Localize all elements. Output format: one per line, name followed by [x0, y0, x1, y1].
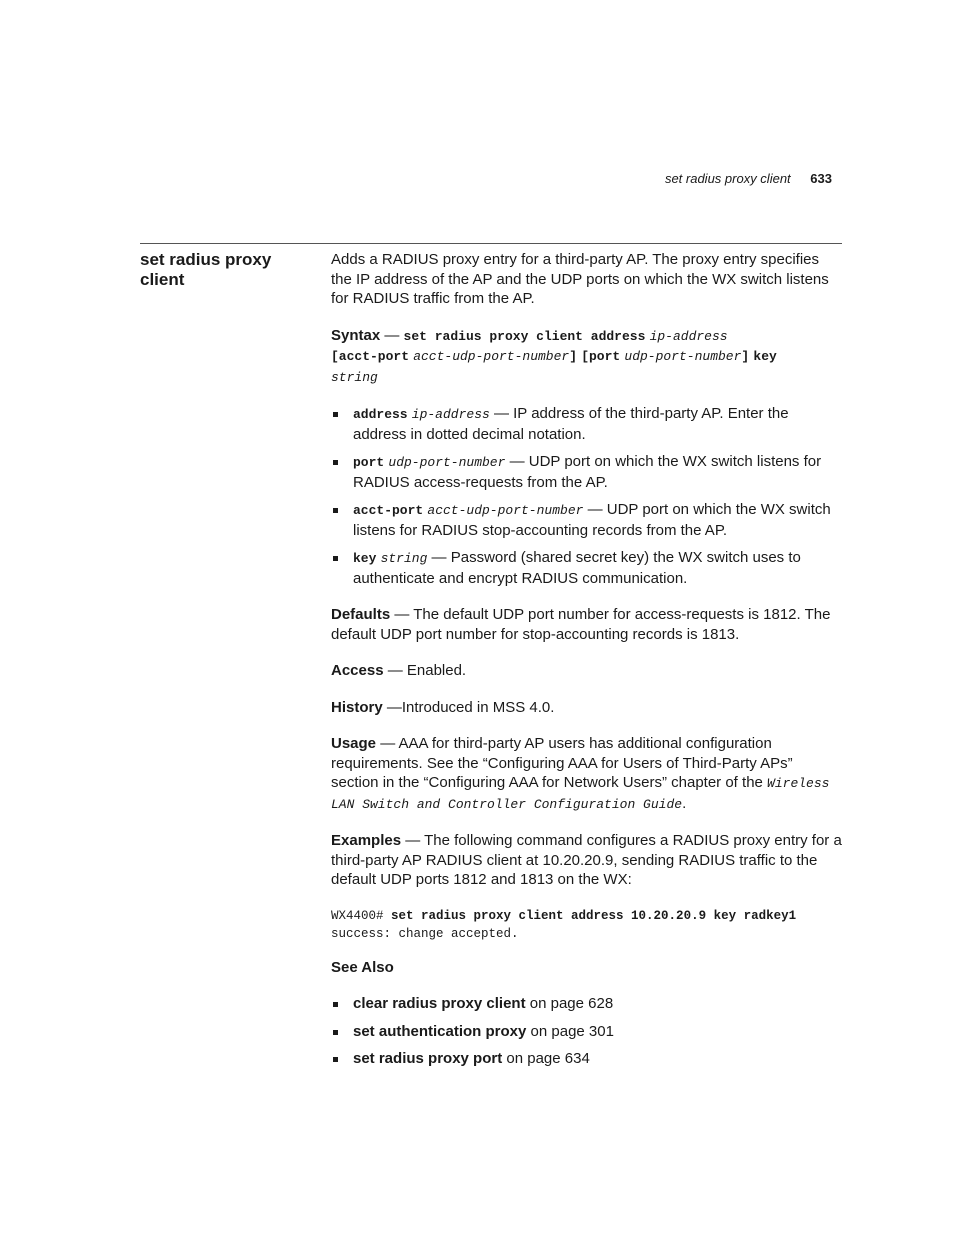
- syntax-key: key: [753, 349, 777, 364]
- example-output: success: change accepted.: [331, 926, 519, 941]
- running-title: set radius proxy client: [664, 171, 791, 186]
- list-item: [331, 500, 842, 540]
- see-also-page-ref: on page 301: [526, 1022, 614, 1040]
- usage-paragraph: [331, 734, 842, 814]
- see-also-page-ref: on page 628: [525, 995, 614, 1012]
- page-header: [665, 171, 832, 186]
- section-title: set radius proxy client: [140, 250, 272, 289]
- see-also-link[interactable]: set radius proxy port: [353, 1050, 503, 1067]
- usage-end: .: [682, 794, 687, 812]
- list-item: [331, 1049, 842, 1069]
- defaults-label: Defaults: [331, 606, 391, 623]
- examples-label: Examples: [331, 832, 402, 849]
- param-desc: — Password (shared secret key) the WX switch uses to authenticate and encrypt RADIUS communication.: [353, 549, 801, 587]
- defaults-text: — The default UDP port number for access-requests is 1812. The default UDP port number for stop-accounting records is 1813.: [331, 606, 831, 643]
- example-command-line: [331, 907, 842, 925]
- section-body: [331, 250, 842, 1086]
- examples-text: — The following command configures a RADIUS proxy entry for a third-party AP RADIUS client at 10.20.20.9, sending RADIUS traffic to the default UDP ports 1812 and 1813 on the WX:: [331, 832, 842, 888]
- page-number: 633: [810, 171, 832, 186]
- example-code-block: [331, 907, 842, 943]
- access-text: — Enabled.: [383, 662, 467, 679]
- param-arg: udp-port-number: [388, 455, 506, 470]
- section-rule: [140, 243, 842, 244]
- syntax-port-arg: udp-port-number: [624, 349, 742, 364]
- syntax-command: set radius proxy client address: [403, 328, 646, 344]
- see-also-list: [331, 994, 842, 1069]
- usage-text: — AAA for third-party AP users has additional configuration requirements. See the “Configuring AAA for Users of Third-Party APs” section in the “Configuring AAA for Network Users” chapter of the: [331, 735, 793, 791]
- param-keyword: key: [353, 551, 377, 566]
- param-desc: — UDP port on which the WX switch listens for RADIUS access-requests from the AP.: [353, 453, 822, 491]
- see-also-page-ref: on page 634: [502, 1050, 590, 1067]
- list-item: [331, 452, 842, 492]
- intro-paragraph: Adds a RADIUS proxy entry for a third-party AP. The proxy entry specifies the IP address of the AP and the UDP ports on which the WX switch listens for RADIUS traffic from the AP.: [331, 251, 829, 307]
- param-keyword: port: [353, 455, 385, 470]
- syntax-arg-ip: ip-address: [649, 328, 728, 344]
- syntax-port-close: ]: [741, 349, 750, 364]
- syntax-label: Syntax: [331, 326, 381, 344]
- list-item: [331, 994, 842, 1014]
- usage-book-title: Wireless LAN Switch and Controller Configuration Guide: [331, 776, 830, 812]
- usage-label: Usage: [331, 735, 377, 752]
- syntax-key-arg: string: [331, 369, 378, 385]
- syntax-paragraph: [331, 326, 842, 388]
- param-desc: — UDP port on which the WX switch listens for RADIUS stop-accounting records from the AP.: [353, 501, 831, 539]
- access-paragraph: [331, 661, 842, 681]
- param-arg: acct-udp-port-number: [427, 503, 584, 518]
- syntax-sep: —: [380, 326, 404, 344]
- see-also-link[interactable]: clear radius proxy client: [353, 995, 526, 1012]
- param-keyword: address: [353, 407, 408, 422]
- see-also-link[interactable]: set authentication proxy: [353, 1022, 527, 1040]
- examples-paragraph: [331, 831, 842, 890]
- param-desc: — IP address of the third-party AP. Enter the address in dotted decimal notation.: [353, 405, 789, 443]
- history-label: History: [331, 698, 383, 716]
- param-arg: ip-address: [411, 407, 490, 422]
- parameter-list: [331, 404, 842, 588]
- list-item: [331, 1022, 842, 1042]
- history-text: —Introduced in MSS 4.0.: [382, 698, 555, 716]
- see-also-heading: See Also: [331, 958, 394, 976]
- example-command: set radius proxy client address 10.20.20.9 key radkey1: [391, 908, 797, 923]
- param-arg: string: [380, 551, 428, 566]
- defaults-paragraph: [331, 605, 842, 644]
- example-prompt: WX4400#: [331, 908, 392, 923]
- syntax-acct-close: ]: [569, 349, 578, 364]
- history-paragraph: [331, 698, 842, 718]
- syntax-port-open: [port: [581, 349, 621, 364]
- access-label: Access: [331, 662, 384, 679]
- syntax-acct-open: [acct-port: [331, 349, 410, 364]
- param-keyword: acct-port: [353, 503, 424, 518]
- syntax-acct-arg: acct-udp-port-number: [413, 349, 570, 364]
- list-item: [331, 404, 842, 444]
- list-item: [331, 548, 842, 588]
